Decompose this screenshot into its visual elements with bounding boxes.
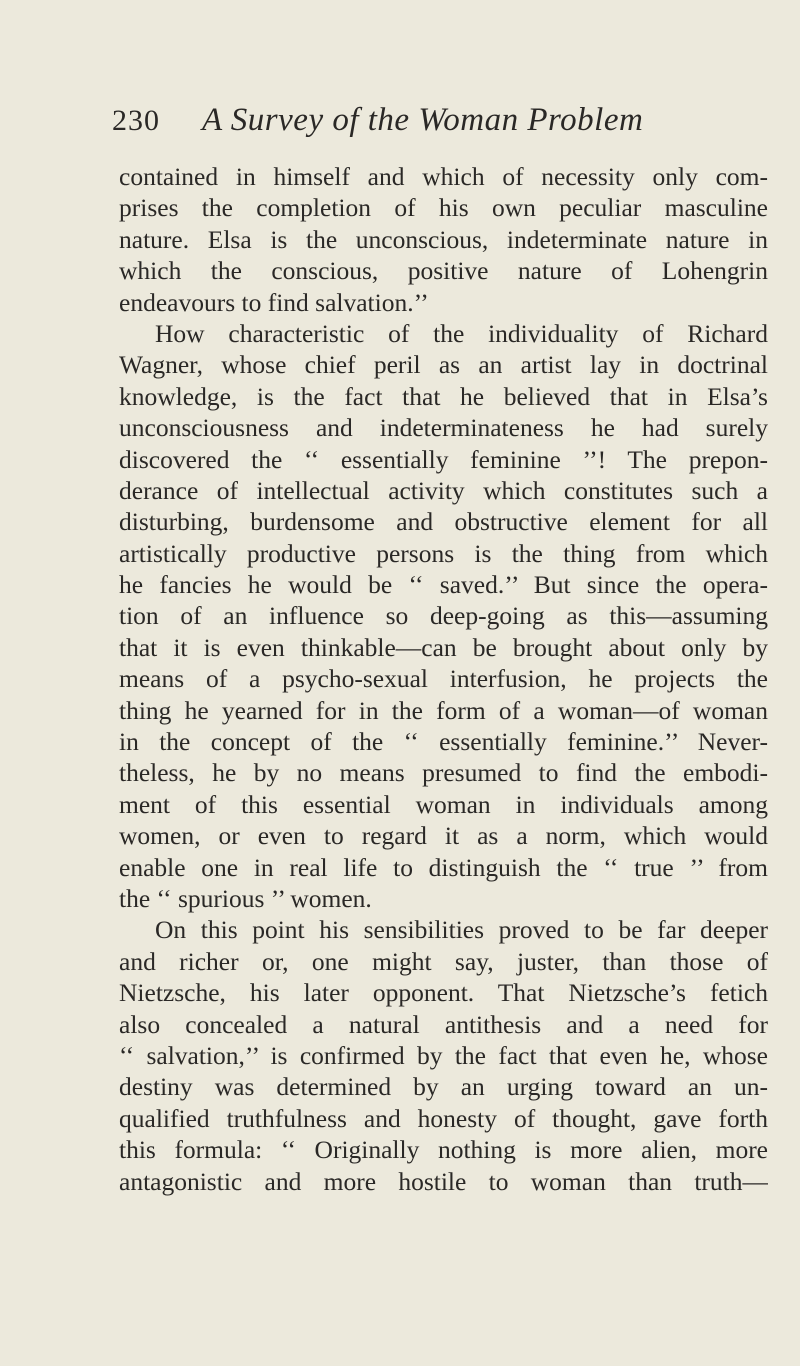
- text-line: antagonistic and more hostile to woman than truth—: [119, 1166, 768, 1196]
- text-line: ‘‘ salvation,’’ is confirmed by the fact that even he, whose: [119, 1040, 768, 1070]
- text-line: and richer or, one might say, juster, than those of: [119, 946, 768, 976]
- text-line: destiny was determined by an urging toward an un-: [119, 1072, 768, 1102]
- text-line: thing he yearned for in the form of a woman—of woman: [119, 695, 768, 725]
- paragraph: [119, 161, 768, 318]
- text-line: discovered the ‘‘ essentially feminine ’’! The prepon-: [119, 444, 768, 474]
- text-line: this formula: ‘‘ Originally nothing is more alien, more: [119, 1135, 768, 1165]
- paragraph: [119, 914, 768, 1197]
- text-line: Nietzsche, his later opponent. That Nietzsche’s fetich: [119, 978, 768, 1008]
- text-line: endeavours to find salvation.’’: [119, 287, 429, 317]
- text-line: means of a psycho-sexual interfusion, he projects the: [119, 664, 768, 694]
- page-number: 230: [112, 104, 160, 137]
- text-line: knowledge, is the fact that he believed that in Elsa’s: [119, 381, 768, 411]
- running-head: [112, 102, 772, 152]
- text-line: also concealed a natural antithesis and a need for: [119, 1009, 768, 1039]
- text-line: How characteristic of the individuality of Richard: [155, 318, 768, 348]
- text-line: women, or even to regard it as a norm, which would: [119, 821, 768, 851]
- text-line: ment of this essential woman in individuals among: [119, 789, 768, 819]
- paragraph: [119, 318, 768, 914]
- text-line: in the concept of the ‘‘ essentially feminine.’’ Never-: [119, 727, 768, 757]
- text-line: artistically productive persons is the thing from which: [119, 538, 768, 568]
- text-line: unconsciousness and indeterminateness he had surely: [119, 413, 768, 443]
- text-line: On this point his sensibilities proved to be far deeper: [155, 915, 768, 945]
- text-line: derance of intellectual activity which constitutes such a: [119, 475, 768, 505]
- text-line: contained in himself and which of necessity only com-: [119, 162, 768, 191]
- text-line: that it is even thinkable—can be brought about only by: [119, 632, 768, 662]
- running-title: A Survey of the Woman Problem: [202, 102, 644, 138]
- text-line: he fancies he would be ‘‘ saved.’’ But since the opera-: [119, 570, 768, 600]
- text-line: theless, he by no means presumed to find the embodi-: [119, 758, 768, 788]
- text-line: disturbing, burdensome and obstructive element for all: [119, 507, 768, 537]
- body-text: [119, 161, 768, 1197]
- text-line: qualified truthfulness and honesty of thought, gave forth: [119, 1103, 768, 1133]
- text-line: nature. Elsa is the unconscious, indeterminate nature in: [119, 224, 768, 254]
- text-line: enable one in real life to distinguish the ‘‘ true ’’ from: [119, 852, 768, 882]
- text-line: tion of an influence so deep-going as this—assuming: [119, 601, 768, 631]
- text-line: the ‘‘ spurious ’’ women.: [119, 883, 372, 913]
- text-line: which the conscious, positive nature of Lohengrin: [119, 256, 768, 286]
- text-line: Wagner, whose chief peril as an artist lay in doctrinal: [119, 350, 768, 380]
- text-line: prises the completion of his own peculiar masculine: [119, 193, 768, 223]
